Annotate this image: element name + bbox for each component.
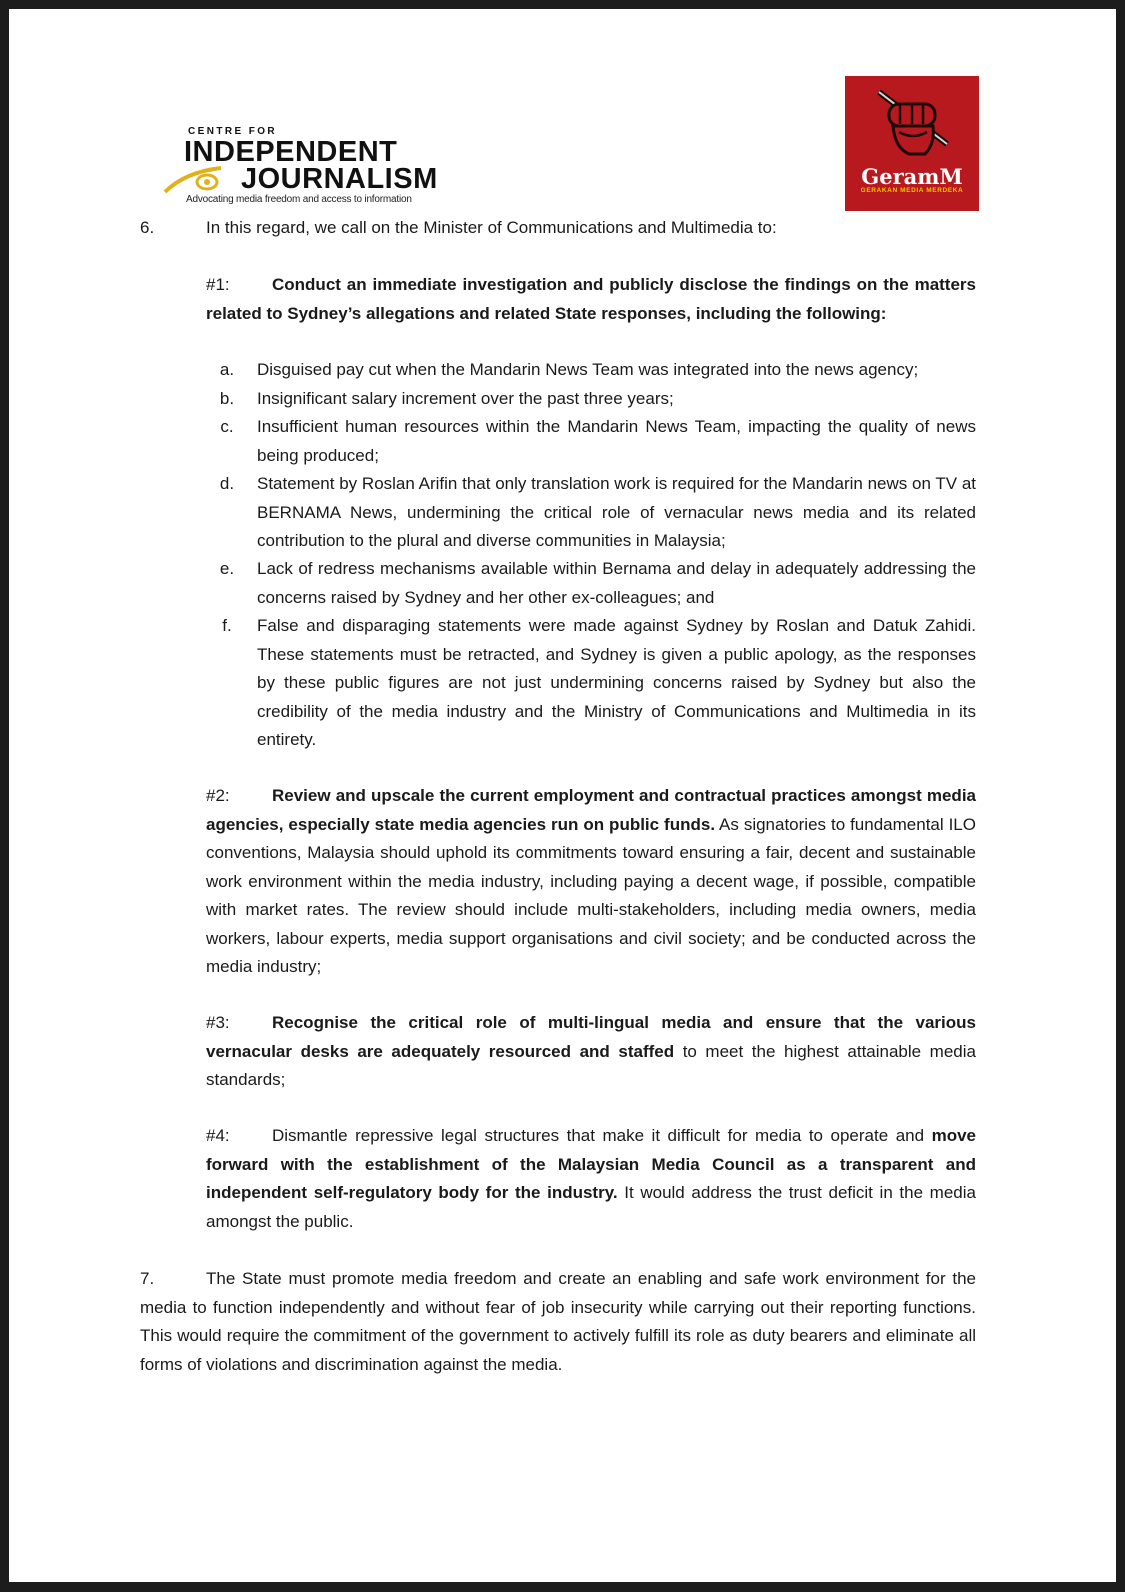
item1-heading (206, 271, 976, 328)
item3-bold: Recognise the critical role of multi-lingual media and ensure that the various vernacular desks are adequately resourced and staffed (206, 1013, 976, 1061)
item4-text-before: Dismantle repressive legal structures that make it difficult for media to operate and (272, 1126, 925, 1145)
item4-text-after: It would address the trust deficit in the media amongst the public. (206, 1183, 976, 1231)
item4-paragraph (206, 1122, 976, 1236)
document-page: CENTRE FOR INDEPENDENT JOURNALISM Advocating media freedom and access to information GeramM GERAKAN MEDIA MERDEKA 6. In this regard, we call on the Minister of Communications and Multimedia to: #1: Conduct an immediate investigation and publicly disclose the findings on the matters related to Sydney’s allegations and related State responses, including the following: a. Disguised pay cut when the Mandarin News Team was integrated into the news agency; b. Insignificant salary increment over the past three years; c. Insufficient human resources within the Mandarin News Team, impacting the quality of news being produced; d. Statement by Roslan Arifin that only translation work is required for the Mandarin news on TV at BERNAMA News, undermining the critical role of vernacular news media and its related contribution to the plural and diverse communities in Malaysia; e. Lack of redress mechanisms available within Bernama and delay in adequately addressing the concerns raised by Sydney and her other ex-colleagues; and f. False and disparaging statements were made against Sydney by Roslan and Datuk Zahidi. These statements must be retracted, and Sydney is given a public apology, as the responses by these public figures are not just undermining concerns raised by Sydney but also the credibility of the media industry and the Ministry of Communications and Multimedia in its entirety. #2: Review and upscale the current employment and contractual practices amongst media agencies, especially state media agencies run on public funds. As signatories to fundamental ILO conventions, Malaysia should uphold its commitments toward ensuring a fair, decent and sustainable work environment within the media industry, including paying a decent wage, if possible, compatible with market rates. The review should include multi-stakeholders, including media owners, media workers, labour experts, media support organisations and civil society; and be conducted across the media industry; #3: Recognise the critical role of multi-lingual media and ensure that the various vernacular desks are adequately resourced and staffed to meet the highest attainable media standards; #4: Dismantle repressive legal structures that make it difficult for media to operate and move forward with the establishment of the Malaysian Media Council as a transparent and independent self-regulatory body for the industry. It would address the trust deficit in the media amongst the public. 7. The State must promote media freedom and create an enabling and safe work environment for the media to function independently and without fear of job insecurity while carrying out their reporting functions. This would require the commitment of the government to actively fulfill its role as duty bearers and eliminate all forms of violations and discrimination against the media. (9, 9, 1116, 1582)
cij-independent: INDEPENDENT (184, 136, 398, 168)
para7-text: The State must promote media freedom and create an enabling and safe work environment for the media to function independently and without fear of job insecurity while carrying out their reporting functions. This would require the commitment of the government to actively fulfill its role as duty bearers and eliminate all forms of violations and discrimination against the media. (140, 1269, 976, 1374)
fist-pencil-icon (873, 82, 953, 162)
cij-centre-for: CENTRE FOR (188, 126, 277, 137)
para7-paragraph (140, 1265, 976, 1379)
item2-bold: Review and upscale the current employment and contractual practices amongst media agencies, especially state media agencies run on public funds. (206, 786, 976, 834)
item1-label: #1: (206, 275, 230, 294)
item1-bold: Conduct an immediate investigation and publicly disclose the findings on the matters related to Sydney’s allegations and related State responses, including the following: (206, 275, 976, 323)
item2-paragraph (206, 782, 976, 982)
item2-label: #2: (206, 786, 230, 805)
item2-text: As signatories to fundamental ILO conventions, Malaysia should uphold its commitments toward ensuring a fair, decent and sustainable work environment within the media industry, including paying a decent wage, if possible, compatible with market rates. The review should include multi-stakeholders, including media owners, media workers, labour experts, media support organisations and civil society; and be conducted across the media industry; (206, 814, 976, 976)
item4-bold: move forward with the establishment of the Malaysian Media Council as a transparent and independent self-regulatory body for the industry. (206, 1126, 976, 1202)
geramm-subtitle: GERAKAN MEDIA MERDEKA (860, 187, 964, 194)
item3-label: #3: (206, 1013, 230, 1032)
para6-number: 6. (140, 218, 155, 237)
geramm-logo (845, 76, 979, 211)
cij-logo (159, 124, 438, 210)
geramm-name: GeramM (861, 164, 963, 189)
cij-journalism: JOURNALISM (241, 163, 438, 195)
para7-number: 7. (140, 1269, 155, 1288)
para6-intro: In this regard, we call on the Minister of Communications and Multimedia to: (206, 218, 777, 237)
item3-text: to meet the highest attainable media standards; (206, 1041, 976, 1089)
cij-tagline: Advocating media freedom and access to information (186, 194, 412, 205)
item3-paragraph (206, 1009, 976, 1095)
item4-label: #4: (206, 1126, 230, 1145)
